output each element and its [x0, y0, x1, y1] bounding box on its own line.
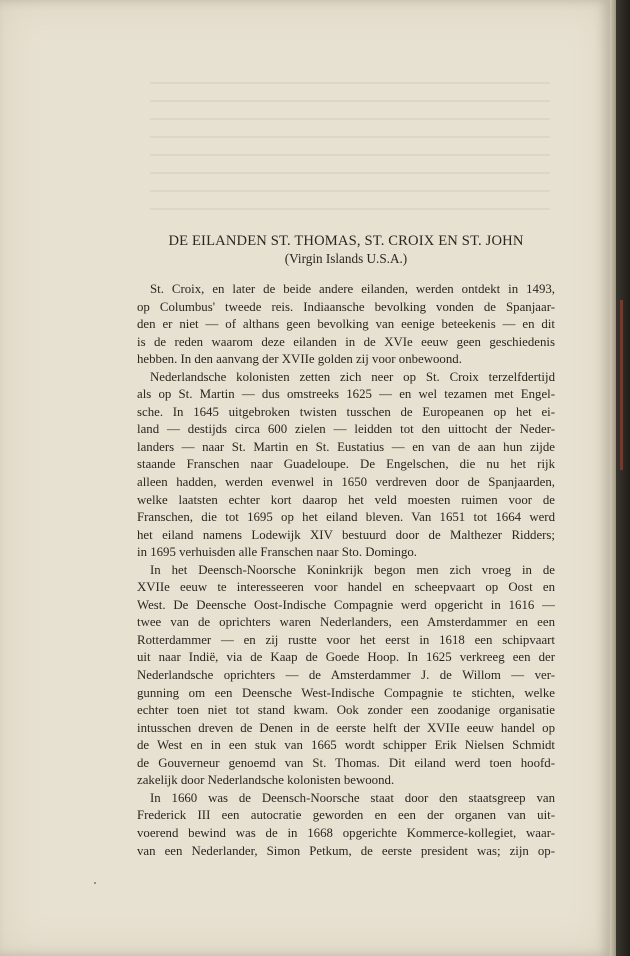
text-line: in 1695 verhuisden alle Franschen naar Sto. Domingo. [137, 545, 418, 560]
text-line: sche. In 1645 uitgebroken twisten tusschen de Europeanen op het ei- [137, 404, 555, 419]
text-line: XVIIe eeuw te interesseeren voor handel en scheepvaart op Oost en [137, 580, 555, 595]
text-line: gunning om een Deensche West-Indische Compagnie te stichten, welke [137, 685, 555, 700]
text-line: twee van de oprichters waren Nederlanders, een Amsterdammer en een [137, 615, 555, 630]
text-line: hebben. In den aanvang der XVIIe golden zij voor onbewoond. [137, 352, 462, 367]
chapter-subtitle: (Virgin Islands U.S.A.) [284, 251, 408, 266]
text-line: Franschen, die tot 1695 op het eiland bleven. Van 1651 tot 1664 werd [137, 510, 555, 525]
text-line: Frederick III een autocratie geworden en een der organen van uit- [137, 808, 555, 823]
text-line: St. Croix, en later de beide andere eilanden, werden ontdekt in 1493, [150, 282, 555, 296]
text-line: op Columbus' tweede reis. Indiaansche bevolking vonden de Spanjaar- [137, 299, 555, 314]
text-line: Nederlandsche kolonisten zetten zich neer op St. Croix terzelfdertijd [150, 369, 555, 384]
paragraph [137, 369, 555, 562]
text-line: West. De Deensche Oost-Indische Compagnie werd opgericht in 1616 — [137, 597, 555, 612]
text-line: zakelijk door Nederlandsche kolonisten bewoond. [137, 773, 395, 788]
paragraph [137, 790, 555, 860]
paragraph [137, 281, 555, 369]
show-through-text [150, 70, 550, 220]
paper-speck [94, 882, 96, 884]
text-line: welke laatsten echter kort daarop het veld moesten ruimen voor de [137, 492, 555, 507]
text-line: In 1660 was de Deensch-Noorsche staat door den staatsgreep van [150, 790, 555, 805]
text-line: intusschen dreven de Denen in de eerste helft der XVIIe eeuw handel op [137, 720, 555, 735]
text-line: Nederlandsche oprichters — de Amsterdammer J. de Willom — ver- [137, 668, 555, 683]
text-line: is de reden waarom deze eilanden in de XVIe eeuw geen geschiedenis [137, 334, 555, 349]
page-content [137, 232, 555, 860]
chapter-title: DE EILANDEN ST. THOMAS, ST. CROIX EN ST. JOHN [168, 233, 524, 249]
text-line: landers — naar St. Martin en St. Eustatius — en van de aan hun zijde [137, 439, 555, 454]
book-spine [616, 0, 630, 956]
text-line: land — destijds circa 600 zielen — leidden tot den uittocht der Neder- [137, 422, 555, 437]
spine-stripe [620, 300, 623, 470]
text-line: de Gouverneur genoemd van St. Thomas. Dit eiland werd toen hoofd- [137, 755, 555, 770]
body-text [137, 281, 555, 860]
text-line: de West en in een stuk van 1665 wordt schipper Erik Nielsen Schmidt [137, 738, 555, 753]
text-line: staande Franschen naar Guadeloupe. De Engelschen, die nu het rijk [137, 457, 555, 472]
text-line: het eiland namens Lodewijk XIV bestuurd door de Malthezer Ridders; [137, 527, 555, 542]
paragraph [137, 562, 555, 790]
text-line: den er niet — of althans geen bevolking van eenige beteekenis — en dit [137, 317, 555, 332]
text-line: als op St. Martin — dus omstreeks 1625 — en wel tezamen met Engel- [137, 387, 555, 402]
text-line: Rotterdammer — en zij rustte voor het eerst in 1618 een schipvaart [137, 632, 555, 647]
text-line: uit naar Indië, via de Kaap de Goede Hoop. In 1625 verkreeg een der [137, 650, 555, 665]
text-line: In het Deensch-Noorsche Koninkrijk begon men zich vroeg in de [150, 562, 555, 577]
text-line: echter toen niet tot stand kwam. Ook zonder een zoodanige organisatie [137, 703, 555, 718]
text-line: alleen hadden, werden evenwel in 1650 verdreven door de Spanjaarden, [137, 475, 555, 490]
text-line: van een Nederlander, Simon Petkum, de eerste president was; zijn op- [137, 843, 555, 858]
text-line: voerend bewind was de in 1668 opgerichte Kommerce-kollegiet, waar- [137, 825, 555, 840]
